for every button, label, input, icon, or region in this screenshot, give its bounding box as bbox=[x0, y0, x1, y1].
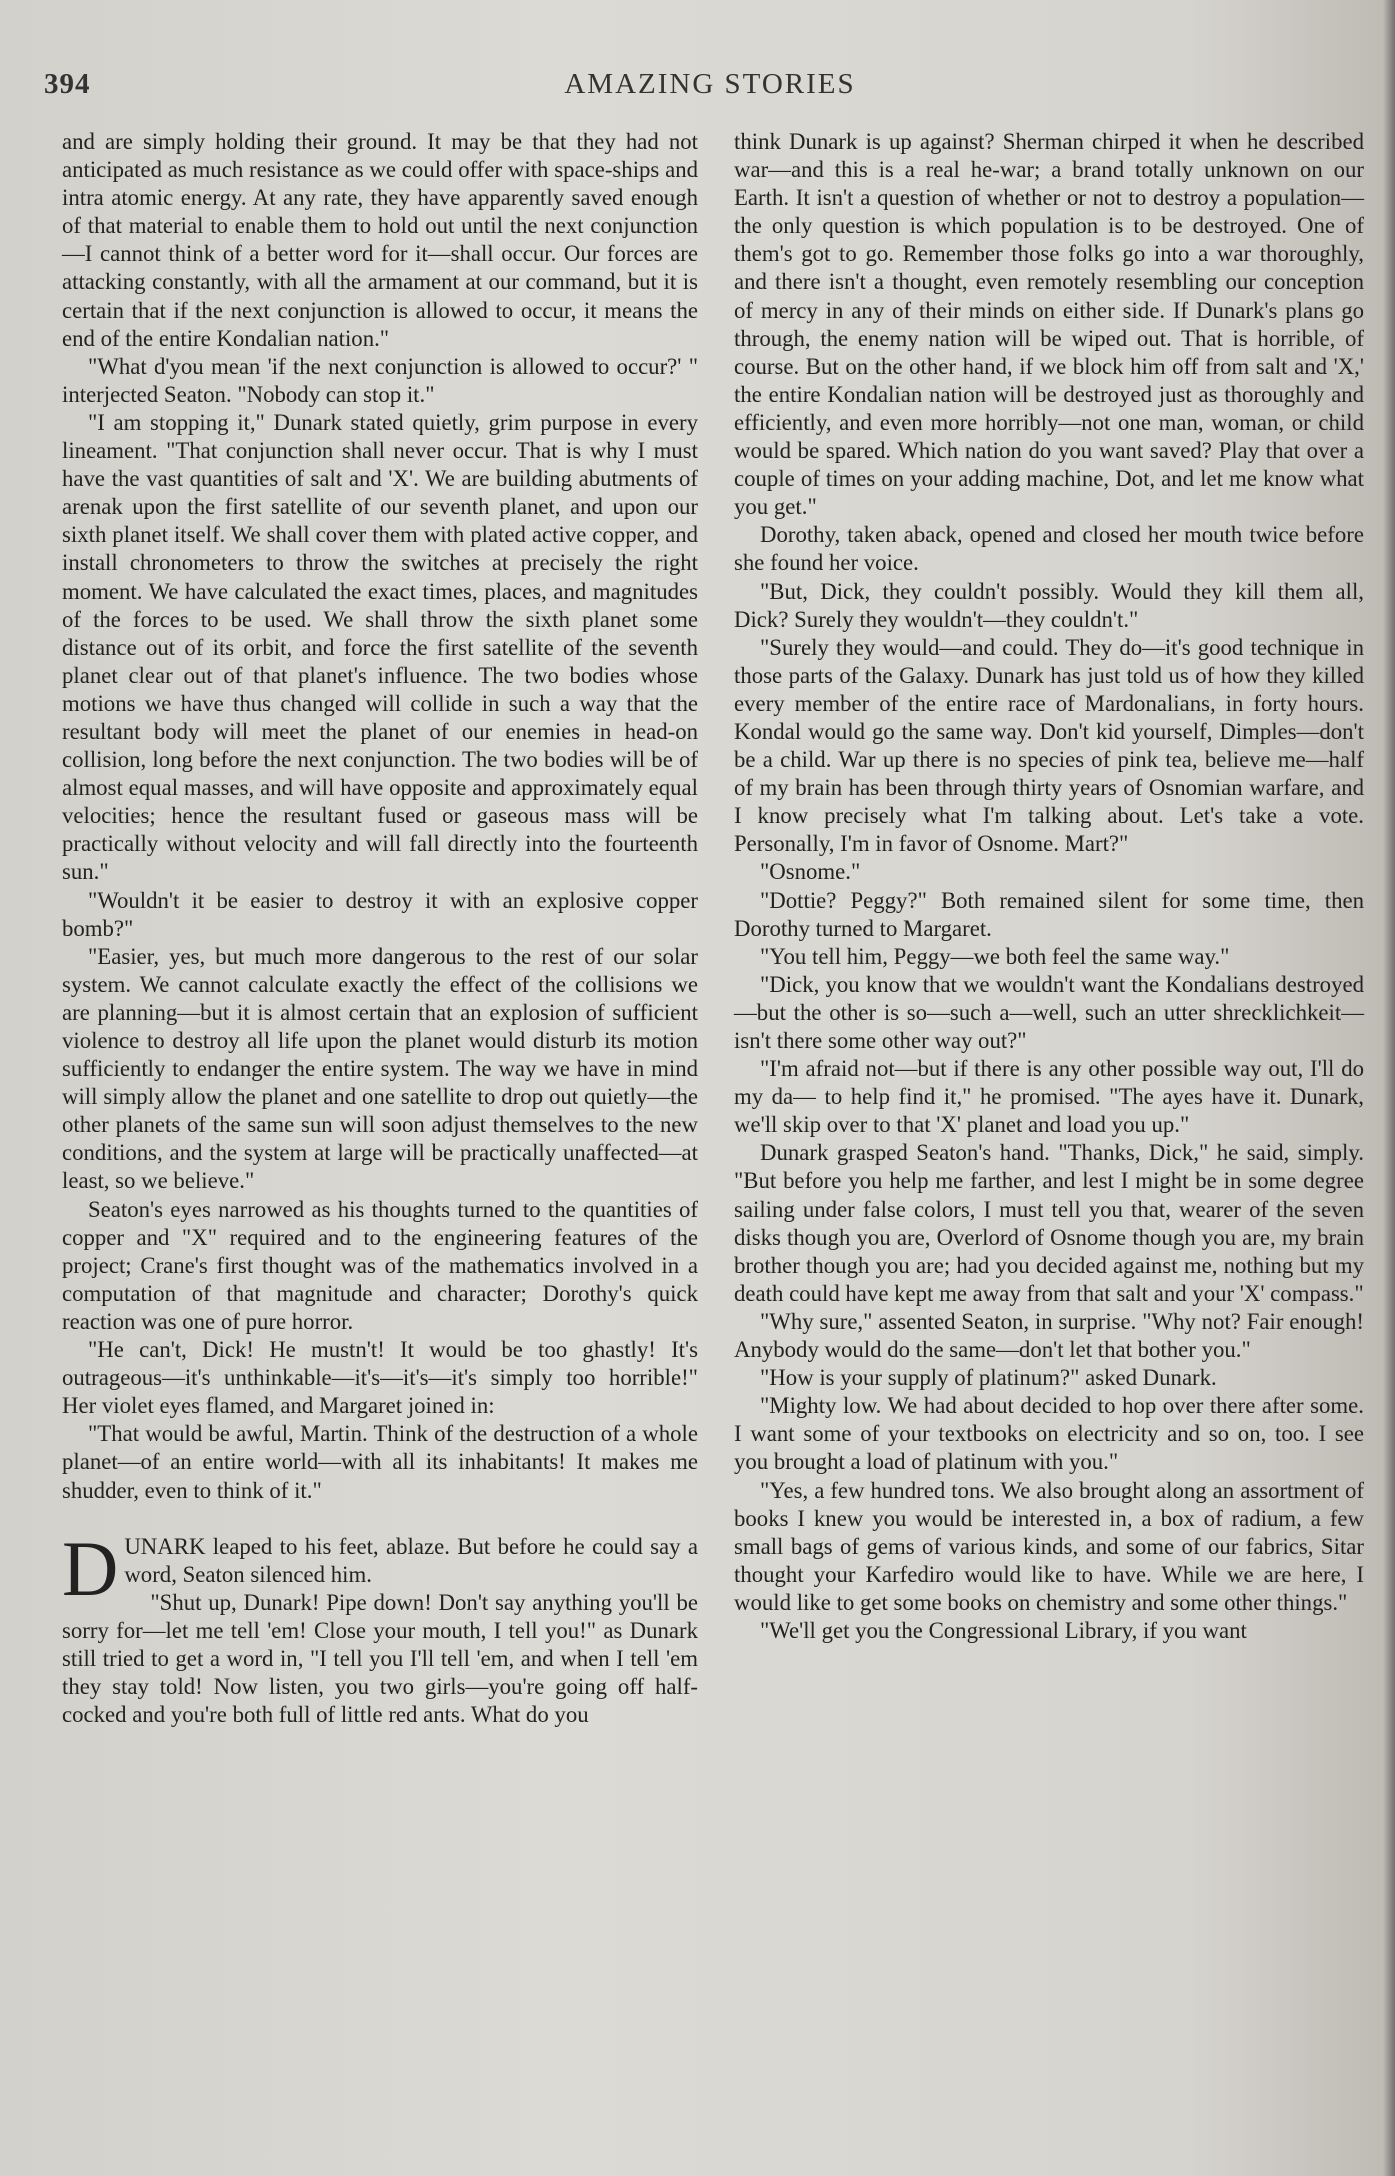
paragraph: "That would be awful, Martin. Think of the destruction of a whole planet—of an entire world—with all its inhabitants! It makes me shudder, even to think of it." bbox=[62, 1421, 698, 1503]
paragraph: "He can't, Dick! He mustn't! It would be too ghastly! It's outrageous—it's unthinkable—it's—it's—it's simply too horrible!" Her violet eyes flamed, and Margaret joined in: bbox=[62, 1337, 698, 1419]
paragraph: "Mighty low. We had about decided to hop over there after some. I want some of your textbooks on electricity and so on, too. I see you brought a load of platinum with you." bbox=[734, 1393, 1364, 1475]
right-column bbox=[734, 128, 1364, 1645]
running-head: AMAZING STORIES bbox=[564, 68, 856, 100]
drop-cap-letter: D bbox=[62, 1524, 119, 1612]
paragraph: think Dunark is up against? Sherman chirped it when he described war—and this is a real he-war; a brand totally unknown on our Earth. It isn't a question of whether or not to destroy a population—the only question is which population is to be destroyed. One of them's got to go. Remember those folks go into a war thoroughly, and there isn't a thought, even remotely resembling our conception of mercy in any of their minds on either side. If Dunark's plans go through, the enemy nation will be wiped out. That is horrible, of course. But on the other hand, if we block him off from salt and 'X,' the entire Kondalian nation will be destroyed just as thoroughly and efficiently, and even more horribly—not one man, woman, or child would be spared. Which nation do you want saved? Play that over a couple of times on your adding machine, Dot, and let me know what you get." bbox=[734, 129, 1364, 520]
paragraph: "I'm afraid not—but if there is any other possible way out, I'll do my da— to help find it," he promised. "The ayes have it. Dunark, we'll skip over to that 'X' planet and load you up." bbox=[734, 1056, 1364, 1138]
paragraph: and are simply holding their ground. It may be that they had not anticipated as much resistance as we could offer with space-ships and intra atomic energy. At any rate, they have apparently saved enough of that material to enable them to hold out until the next conjunction —I cannot think of a better word for it—shall occur. Our forces are attacking constantly, with all the armament at our command, but it is certain that if the next conjunction is allowed to occur, it means the end of the entire Kondalian nation." bbox=[62, 129, 698, 351]
drop-cap-paragraph bbox=[62, 1524, 698, 1612]
paragraph: Dorothy, taken aback, opened and closed her mouth twice before she found her voice. bbox=[734, 522, 1364, 576]
paragraph: "I am stopping it," Dunark stated quietly, grim purpose in every lineament. "That conjunction shall never occur. That is why I must have the vast quantities of salt and 'X'. We are building abutments of arenak upon the first satellite of our seventh planet, and upon our sixth planet itself. We shall cover them with plated active copper, and install chronometers to throw the switches at precisely the right moment. We have calculated the exact times, places, and magnitudes of the forces to be used. We shall throw the sixth planet some distance out of its orbit, and force the first satellite of the seventh planet clear out of that planet's influence. The two bodies whose motions we have thus changed will collide in such a way that the resultant body will meet the planet of our enemies in head-on collision, long before the next conjunction. The two bodies will be of almost equal masses, and will have opposite and approximately equal velocities; hence the resultant fused or gaseous mass will be practically without velocity and will fall directly into the fourteenth sun." bbox=[62, 409, 698, 885]
drop-cap-paragraph-text: UNARK leaped to his feet, ablaze. But before he could say a word, Seaton silenced him. bbox=[124, 1533, 698, 1587]
paragraph: Seaton's eyes narrowed as his thoughts turned to the quantities of copper and "X" required and to the engineering features of the project; Crane's first thought was of the mathematics involved in a computation of that magnitude and character; Dorothy's quick reaction was one of pure horror. bbox=[62, 1196, 698, 1334]
paragraph: "How is your supply of platinum?" asked Dunark. bbox=[760, 1365, 1217, 1391]
paragraph: "Why sure," assented Seaton, in surprise. "Why not? Fair enough! Anybody would do the same—don't let that bother you." bbox=[734, 1308, 1364, 1363]
page-edge-shadow bbox=[1383, 0, 1395, 2176]
paragraph: "Dick, you know that we wouldn't want the Kondalians destroyed—but the other is so—such a—well, such an utter shrecklichkeit—isn't there some other way out?" bbox=[734, 971, 1364, 1053]
paragraph: "You tell him, Peggy—we both feel the same way." bbox=[760, 943, 1230, 969]
paragraph: "What d'you mean 'if the next conjunction is allowed to occur?' " interjected Seaton. "Nobody can stop it." bbox=[62, 353, 698, 407]
left-column bbox=[62, 128, 698, 1729]
paragraph: "Easier, yes, but much more dangerous to the rest of our solar system. We cannot calculate exactly the effect of the collisions we are planning—but it is almost certain that an explosion of sufficient violence to destroy all life upon the planet would disturb its motion sufficiently to endanger the entire system. The way we have in mind will simply allow the planet and one satellite to drop out quietly—the other planets of the same sun will soon adjust themselves to the new conditions, and the system at large will be practically unaffected—at least, so we believe." bbox=[62, 943, 698, 1194]
paragraph: "Dottie? Peggy?" Both remained silent for some time, then Dorothy turned to Margaret. bbox=[734, 887, 1364, 941]
page-number: 394 bbox=[44, 68, 91, 100]
paragraph: "Osnome." bbox=[760, 859, 861, 885]
paragraph: "Wouldn't it be easier to destroy it with an explosive copper bomb?" bbox=[62, 887, 698, 941]
paragraph: "But, Dick, they couldn't possibly. Would they kill them all, Dick? Surely they wouldn't—they couldn't." bbox=[734, 578, 1364, 632]
paragraph: "Yes, a few hundred tons. We also brought along an assortment of books I knew you would be interested in, a box of radium, a few small bags of gems of various kinds, and some of our fabrics, Sitar thought your Karfediro would like to have. While we are here, I would like to get some books on chemistry and some other things." bbox=[734, 1477, 1364, 1615]
paragraph: "Surely they would—and could. They do—it's good technique in those parts of the Galaxy. Dunark has just told us of how they killed every member of the entire race of Mardonalians, in forty hours. Kondal would go the same way. Don't kid yourself, Dimples—don't be a child. War up there is no species of pink tea, believe me—half of my brain has been through thirty years of Osnomian warfare, and I know precisely what I'm talking about. Let's take a vote. Personally, I'm in favor of Osnome. Mart?" bbox=[734, 634, 1364, 857]
paragraph: "Shut up, Dunark! Pipe down! Don't say anything you'll be sorry for—let me tell 'em! Close your mouth, I tell you!" as Dunark still tried to get a word in, "I tell you I'll tell 'em, and when I tell 'em they stay told! Now listen, you two girls—you're going off half-cocked and you're both full of little red ants. What do you bbox=[62, 1589, 698, 1728]
paragraph: "We'll get you the Congressional Library, if you want bbox=[760, 1617, 1247, 1643]
paragraph: Dunark grasped Seaton's hand. "Thanks, Dick," he said, simply. "But before you help me farther, and lest I might be in some degree sailing under false colors, I must tell you that, wearer of the seven disks though you are, Overlord of Osnome though you are, my brain brother though you are; had you decided against me, nothing but my death could have kept me away from that salt and your 'X' compass." bbox=[734, 1140, 1364, 1306]
